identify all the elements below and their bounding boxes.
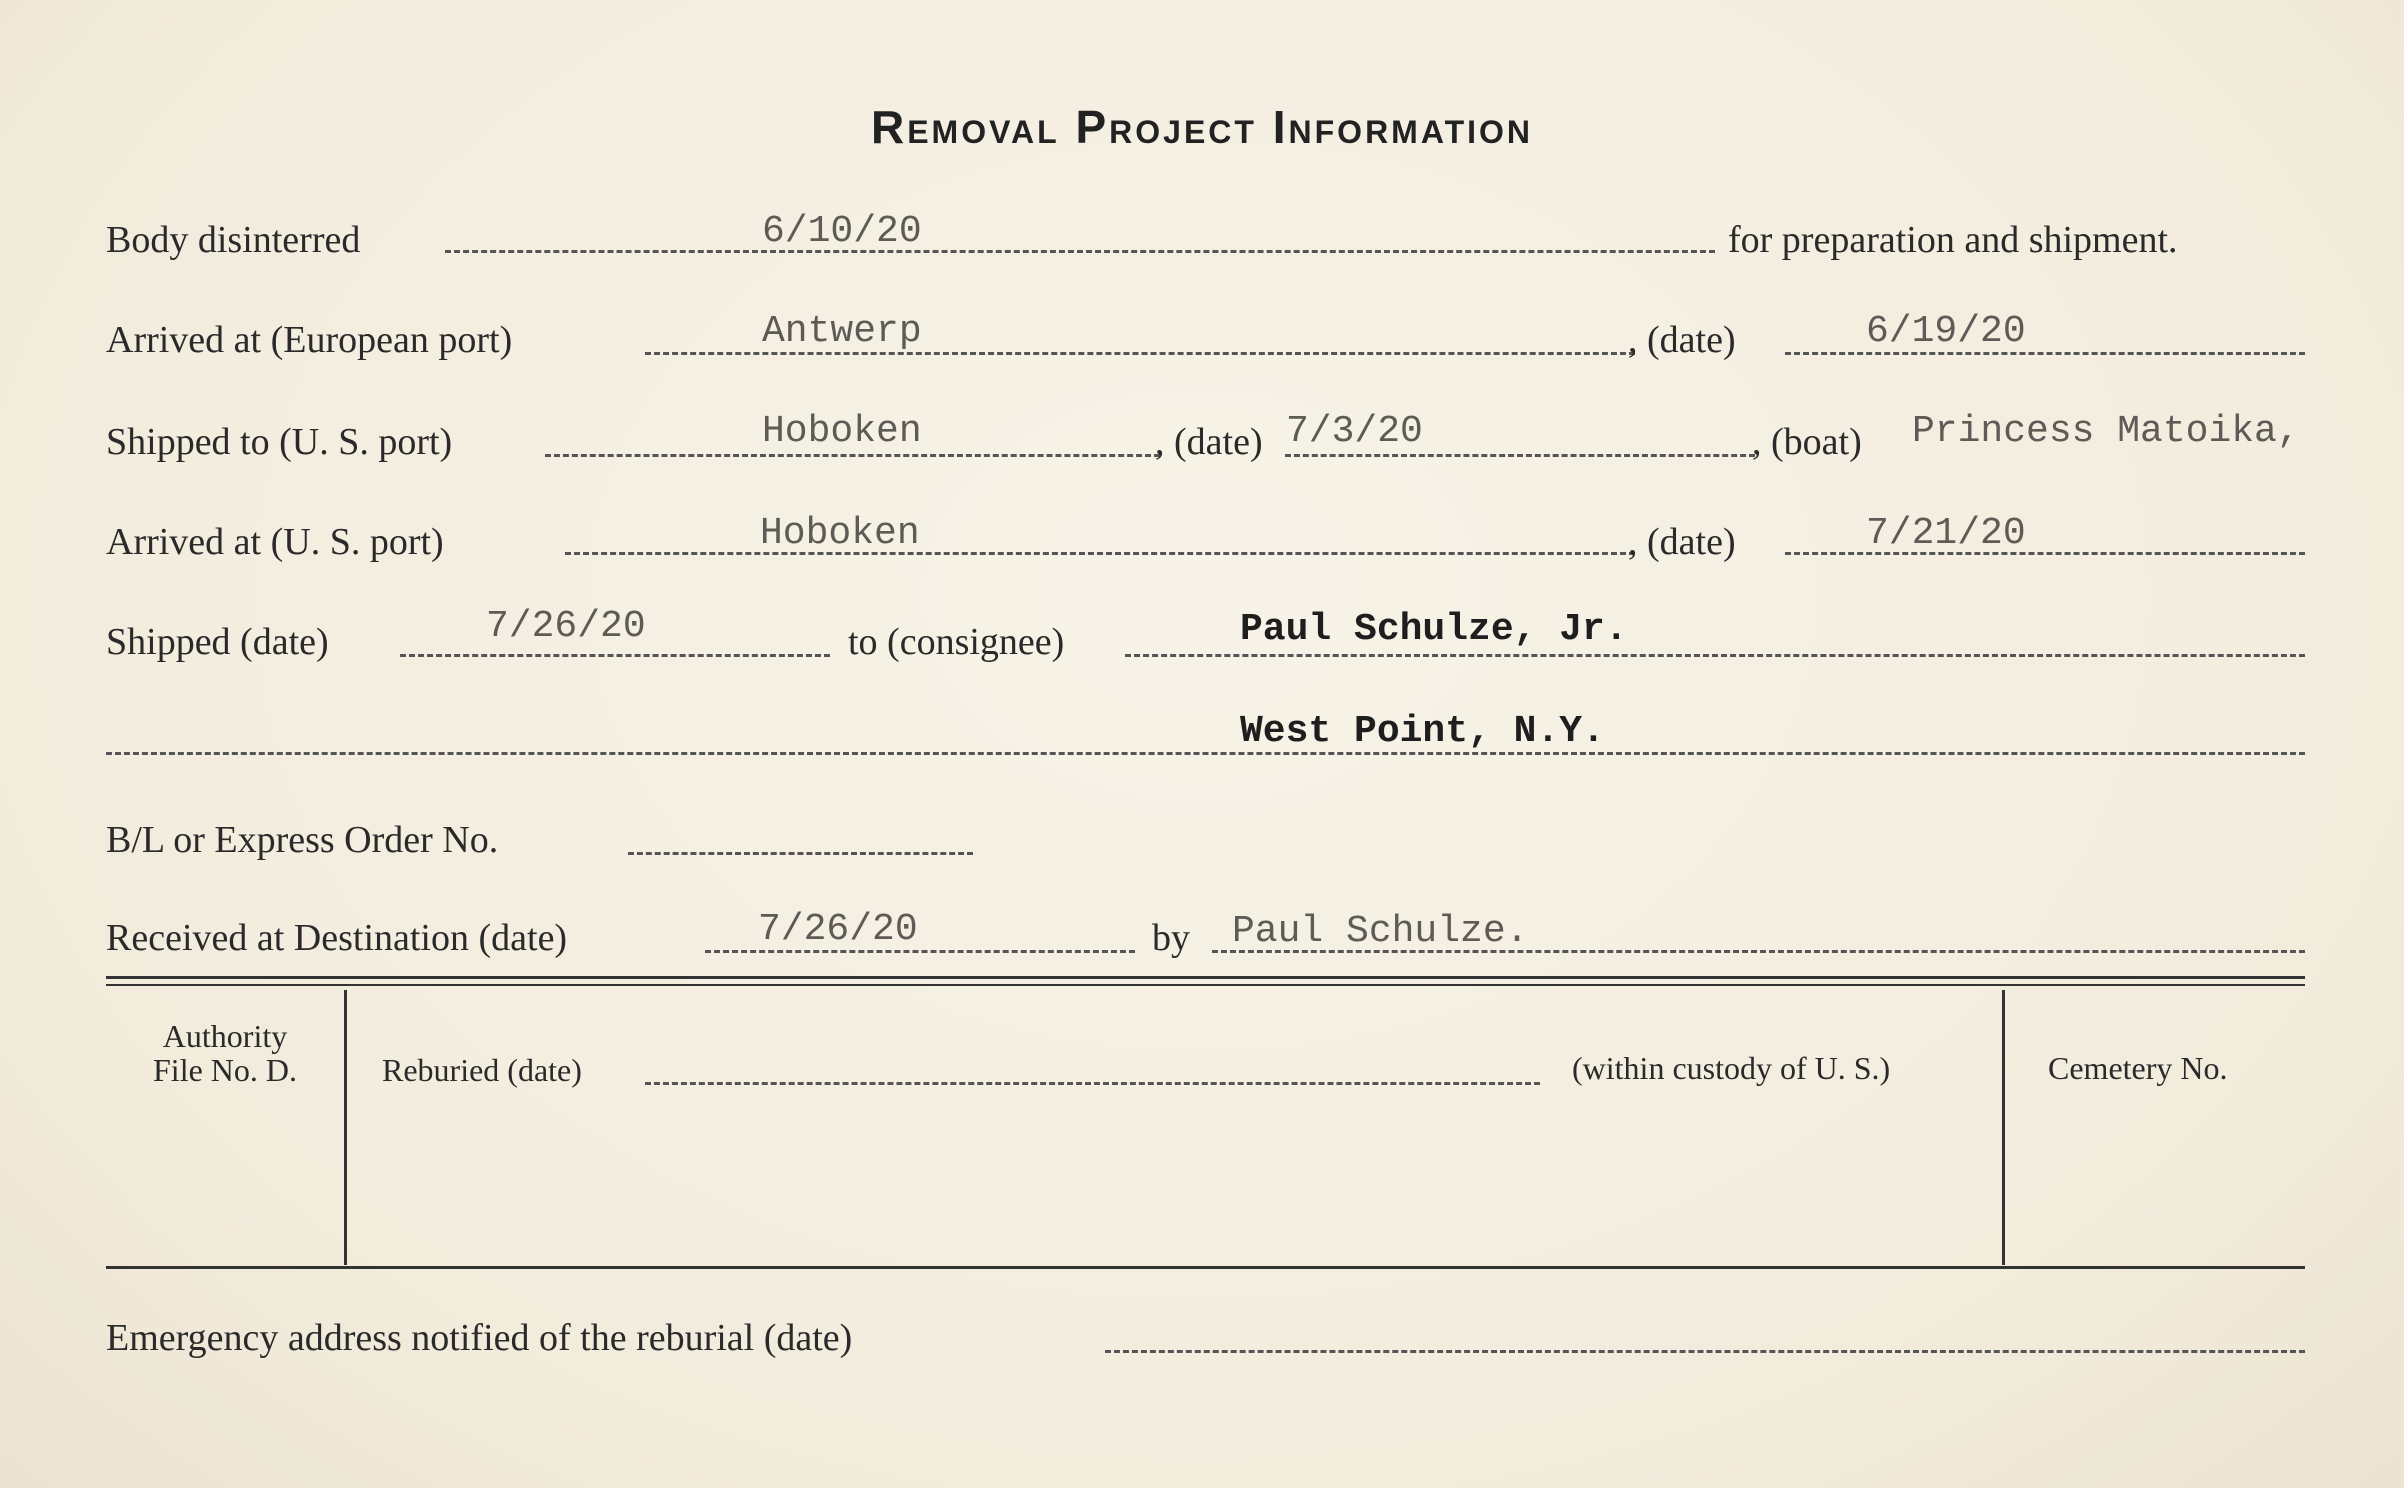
- us-port-arrived-value: Hoboken: [760, 512, 920, 555]
- us-port-shipped-line: [545, 454, 1160, 457]
- shipped-date-line: [400, 654, 830, 657]
- european-date-value: 6/19/20: [1866, 310, 2026, 353]
- table-bottom-rule: [106, 1266, 2305, 1269]
- table-divider-left: [344, 990, 347, 1265]
- us-shipped-date-label: , (date): [1155, 421, 1263, 463]
- consignee-address: West Point, N.Y.: [1240, 710, 1605, 753]
- disinterred-date: 6/10/20: [762, 210, 922, 253]
- boat-label: , (boat): [1752, 421, 1862, 463]
- authority-label: Authority: [162, 1018, 288, 1054]
- us-port-arrived-label: Arrived at (U. S. port): [106, 521, 444, 563]
- bl-label: B/L or Express Order No.: [106, 819, 499, 861]
- received-date-value: 7/26/20: [758, 908, 918, 951]
- reburied-line: [645, 1082, 1540, 1085]
- emergency-line: [1105, 1350, 2305, 1353]
- european-date-line: [1785, 352, 2305, 355]
- european-date-label: , (date): [1628, 319, 1736, 361]
- address-line: [106, 752, 2305, 755]
- us-port-shipped-value: Hoboken: [762, 410, 922, 453]
- shipped-date-value: 7/26/20: [486, 605, 646, 648]
- consignee-line: [1125, 654, 2305, 657]
- shipped-date-label: Shipped (date): [106, 621, 329, 663]
- disinterred-line: [445, 250, 1715, 253]
- us-port-shipped-label: Shipped to (U. S. port): [106, 421, 453, 463]
- european-port-label: Arrived at (European port): [106, 319, 513, 361]
- us-arrived-date-label: , (date): [1628, 521, 1736, 563]
- received-by-value: Paul Schulze.: [1232, 910, 1529, 953]
- card-title: Removal Project Information: [870, 101, 1534, 153]
- disinterred-label: Body disinterred: [106, 219, 361, 261]
- us-port-arrived-line: [565, 552, 1635, 555]
- emergency-label: Emergency address notified of the reburial (date): [106, 1317, 853, 1359]
- us-arrived-date-line: [1785, 552, 2305, 555]
- consignee-label: to (consignee): [848, 621, 1065, 663]
- us-arrived-date-value: 7/21/20: [1866, 512, 2026, 555]
- us-shipped-date-line: [1285, 454, 1755, 457]
- european-port-value: Antwerp: [762, 310, 922, 353]
- reburied-label: Reburied (date): [382, 1052, 582, 1088]
- cemetery-label: Cemetery No.: [2048, 1050, 2228, 1086]
- us-shipped-date-value: 7/3/20: [1286, 410, 1423, 453]
- table-top-rule-inner: [106, 984, 2305, 986]
- table-top-rule: [106, 976, 2305, 979]
- boat-value: Princess Matoika,: [1912, 410, 2300, 453]
- table-divider-right: [2002, 990, 2005, 1265]
- received-label: Received at Destination (date): [106, 917, 568, 959]
- file-no-label: File No. D.: [153, 1052, 297, 1088]
- bl-line: [628, 852, 973, 855]
- custody-label: (within custody of U. S.): [1572, 1050, 1891, 1086]
- disinterred-suffix: for preparation and shipment.: [1728, 219, 2178, 261]
- received-by-label: by: [1152, 917, 1190, 959]
- consignee-value: Paul Schulze, Jr.: [1240, 608, 1628, 651]
